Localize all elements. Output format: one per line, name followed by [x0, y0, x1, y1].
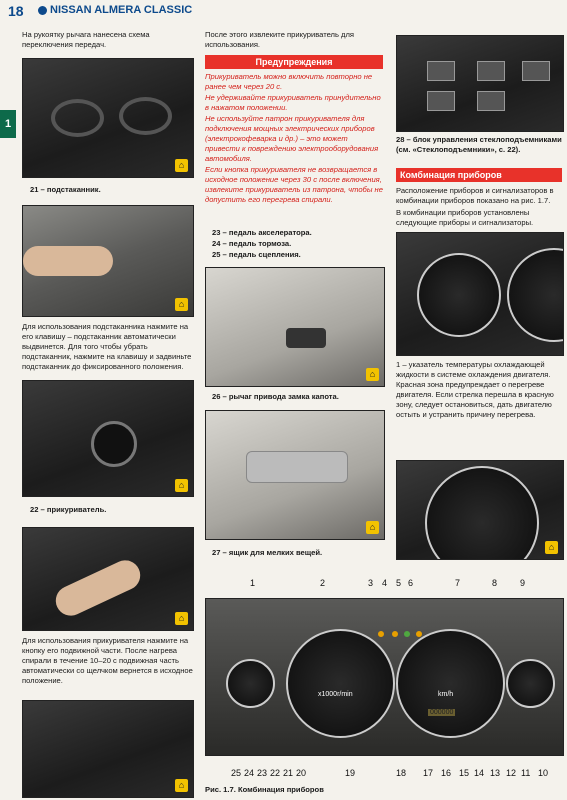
window-switch	[427, 91, 455, 111]
warning-line: Если кнопка прикуривателя не возвращается в исходное положение через 30 с после включения, извлеките прикуриватель из патрона, чтобы не допустить его перегрева спирали.	[205, 165, 383, 204]
camera-icon: ⌂	[175, 612, 188, 625]
callout-label: 9	[520, 578, 526, 588]
callout-label: 6	[408, 578, 414, 588]
pedal-23-caption: 23 – педаль акселератора.	[212, 228, 312, 237]
photo-temp-gauge	[396, 232, 564, 356]
fig27-caption: 27 – ящик для мелких вещей.	[212, 548, 323, 557]
callout-label: 1	[250, 578, 256, 588]
fig21-caption: 21 – подстаканник.	[30, 185, 101, 194]
cupholder-ring	[119, 97, 172, 135]
fig26-caption: 26 – рычаг привода замка капота.	[212, 392, 339, 401]
pedal-24-caption: 24 – педаль тормоза.	[212, 239, 292, 248]
warning-line: Не используйте патрон прикуривателя для подключения мощных электрических приборов (электрокофеварка и др.) – это может привести к повреждению электрооборудования автомобиля.	[205, 114, 379, 163]
col1-intro: На рукоятку рычага нанесена схема переключения передач.	[22, 30, 150, 49]
callout-label: 3	[368, 578, 374, 588]
para-cupholder: Для использования подстаканника нажмите на его клавишу – подстаканник автоматически выдвинется. Для того чтобы убрать подстаканник, нажмите на клавишу и задвиньте подстаканник до фиксированного положения.	[22, 322, 192, 371]
tachometer-gauge	[425, 466, 539, 560]
callout-label: 5	[396, 578, 402, 588]
callout-label: 10	[538, 768, 549, 778]
warning-title: Предупреждения	[205, 55, 383, 69]
fig28-caption: 28 – блок управления стеклоподъемниками (см. «Стеклоподъемники», с. 22).	[396, 135, 562, 154]
warning-lamp	[404, 631, 410, 637]
lever-shape	[286, 328, 326, 348]
window-switch	[522, 61, 550, 81]
header-title: NISSAN ALMERA CLASSIC	[50, 4, 193, 16]
callout-label: 4	[382, 578, 388, 588]
callout-label: 13	[490, 768, 501, 778]
camera-icon: ⌂	[175, 779, 188, 792]
temp-gauge	[226, 659, 275, 708]
callout-label: 2	[320, 578, 326, 588]
pedal-25-caption: 25 – педаль сцепления.	[212, 250, 301, 259]
warning-lamp	[392, 631, 398, 637]
camera-icon: ⌂	[366, 521, 379, 534]
callout-label: 14	[474, 768, 485, 778]
hand-shape	[51, 555, 145, 620]
hand-shape	[23, 246, 113, 276]
speedometer-gauge	[396, 629, 505, 738]
tach-gauge-partial	[507, 248, 564, 342]
photo-storage-box	[205, 410, 385, 540]
photo-lighter-press	[22, 527, 194, 631]
photo-hood-lever	[205, 267, 385, 387]
section-title: Комбинация приборов	[396, 168, 562, 182]
photo-tachometer	[396, 460, 564, 560]
camera-icon: ⌂	[545, 541, 558, 554]
cupholder-ring	[51, 99, 104, 137]
callout-label: 7	[455, 578, 461, 588]
callout-label: 15	[459, 768, 470, 778]
photo-window-controls	[396, 35, 564, 132]
callout-label: 20	[296, 768, 307, 778]
box-lid	[246, 451, 348, 483]
callout-label: 23	[257, 768, 268, 778]
fig22-caption: 22 – прикуриватель.	[30, 505, 107, 514]
page-number: 18	[8, 3, 24, 19]
callout-label: 19	[345, 768, 356, 778]
warning-box	[205, 72, 383, 205]
camera-icon: ⌂	[175, 298, 188, 311]
odometer-display: 000000	[430, 709, 454, 716]
callout-label: 17	[423, 768, 434, 778]
page-header	[0, 0, 567, 22]
speed-unit: km/h	[438, 691, 454, 698]
callout-label: 18	[396, 768, 407, 778]
tach-unit: x1000r/min	[318, 691, 353, 698]
callout-label: 11	[521, 768, 531, 778]
col3-para1: Расположение приборов и сигнализаторов в комбинации приборов показано на рис. 1.7.	[396, 186, 554, 205]
temp-gauge	[417, 253, 501, 337]
window-switch	[477, 61, 505, 81]
callout-label: 24	[244, 768, 255, 778]
photo-console-button	[22, 205, 194, 317]
instrument-cluster-figure	[205, 598, 564, 756]
camera-icon: ⌂	[175, 479, 188, 492]
warning-lamp	[416, 631, 422, 637]
fuel-gauge	[506, 659, 555, 708]
col2-intro: После этого извлеките прикуриватель для использования.	[205, 30, 355, 49]
warning-lamp	[378, 631, 384, 637]
lighter-socket	[91, 421, 137, 467]
callout-label: 12	[506, 768, 517, 778]
callout-label: 25	[231, 768, 242, 778]
callout-label: 21	[283, 768, 294, 778]
para-lighter: Для использования прикуривателя нажмите на кнопку его подвижной части. После нагрева спирали в течение 10–20 с подвижная часть автоматически со щелчком вернется в исходное положение.	[22, 636, 193, 685]
window-switch	[427, 61, 455, 81]
photo-lighter	[22, 380, 194, 497]
callout-label: 8	[492, 578, 498, 588]
chapter-tab: 1	[0, 110, 16, 138]
warning-line: Прикуриватель можно включить повторно не ранее чем через 20 с.	[205, 72, 373, 91]
photo-lighter-out	[22, 700, 194, 798]
window-switch	[477, 91, 505, 111]
col3-para2: В комбинации приборов установлены следующие приборы и сигнализаторы.	[396, 208, 534, 227]
tachometer-gauge	[286, 629, 395, 738]
photo-cupholder	[22, 58, 194, 178]
callout-label: 22	[270, 768, 281, 778]
camera-icon: ⌂	[366, 368, 379, 381]
figure-caption: Рис. 1.7. Комбинация приборов	[205, 785, 324, 794]
header-bullet-icon	[38, 6, 47, 15]
callout-label: 16	[441, 768, 452, 778]
warning-line: Не удерживайте прикуриватель принудительно в нажатом положении.	[205, 93, 381, 112]
camera-icon: ⌂	[175, 159, 188, 172]
col3-item1: 1 – указатель температуры охлаждающей жидкости в системе охлаждения двигателя. Красная зона предупреждает о перегреве двигателя. Если стрелка перешла в красную зону, следует остановиться, дать двигателю остыть и устранить причину перегрева.	[396, 360, 554, 419]
